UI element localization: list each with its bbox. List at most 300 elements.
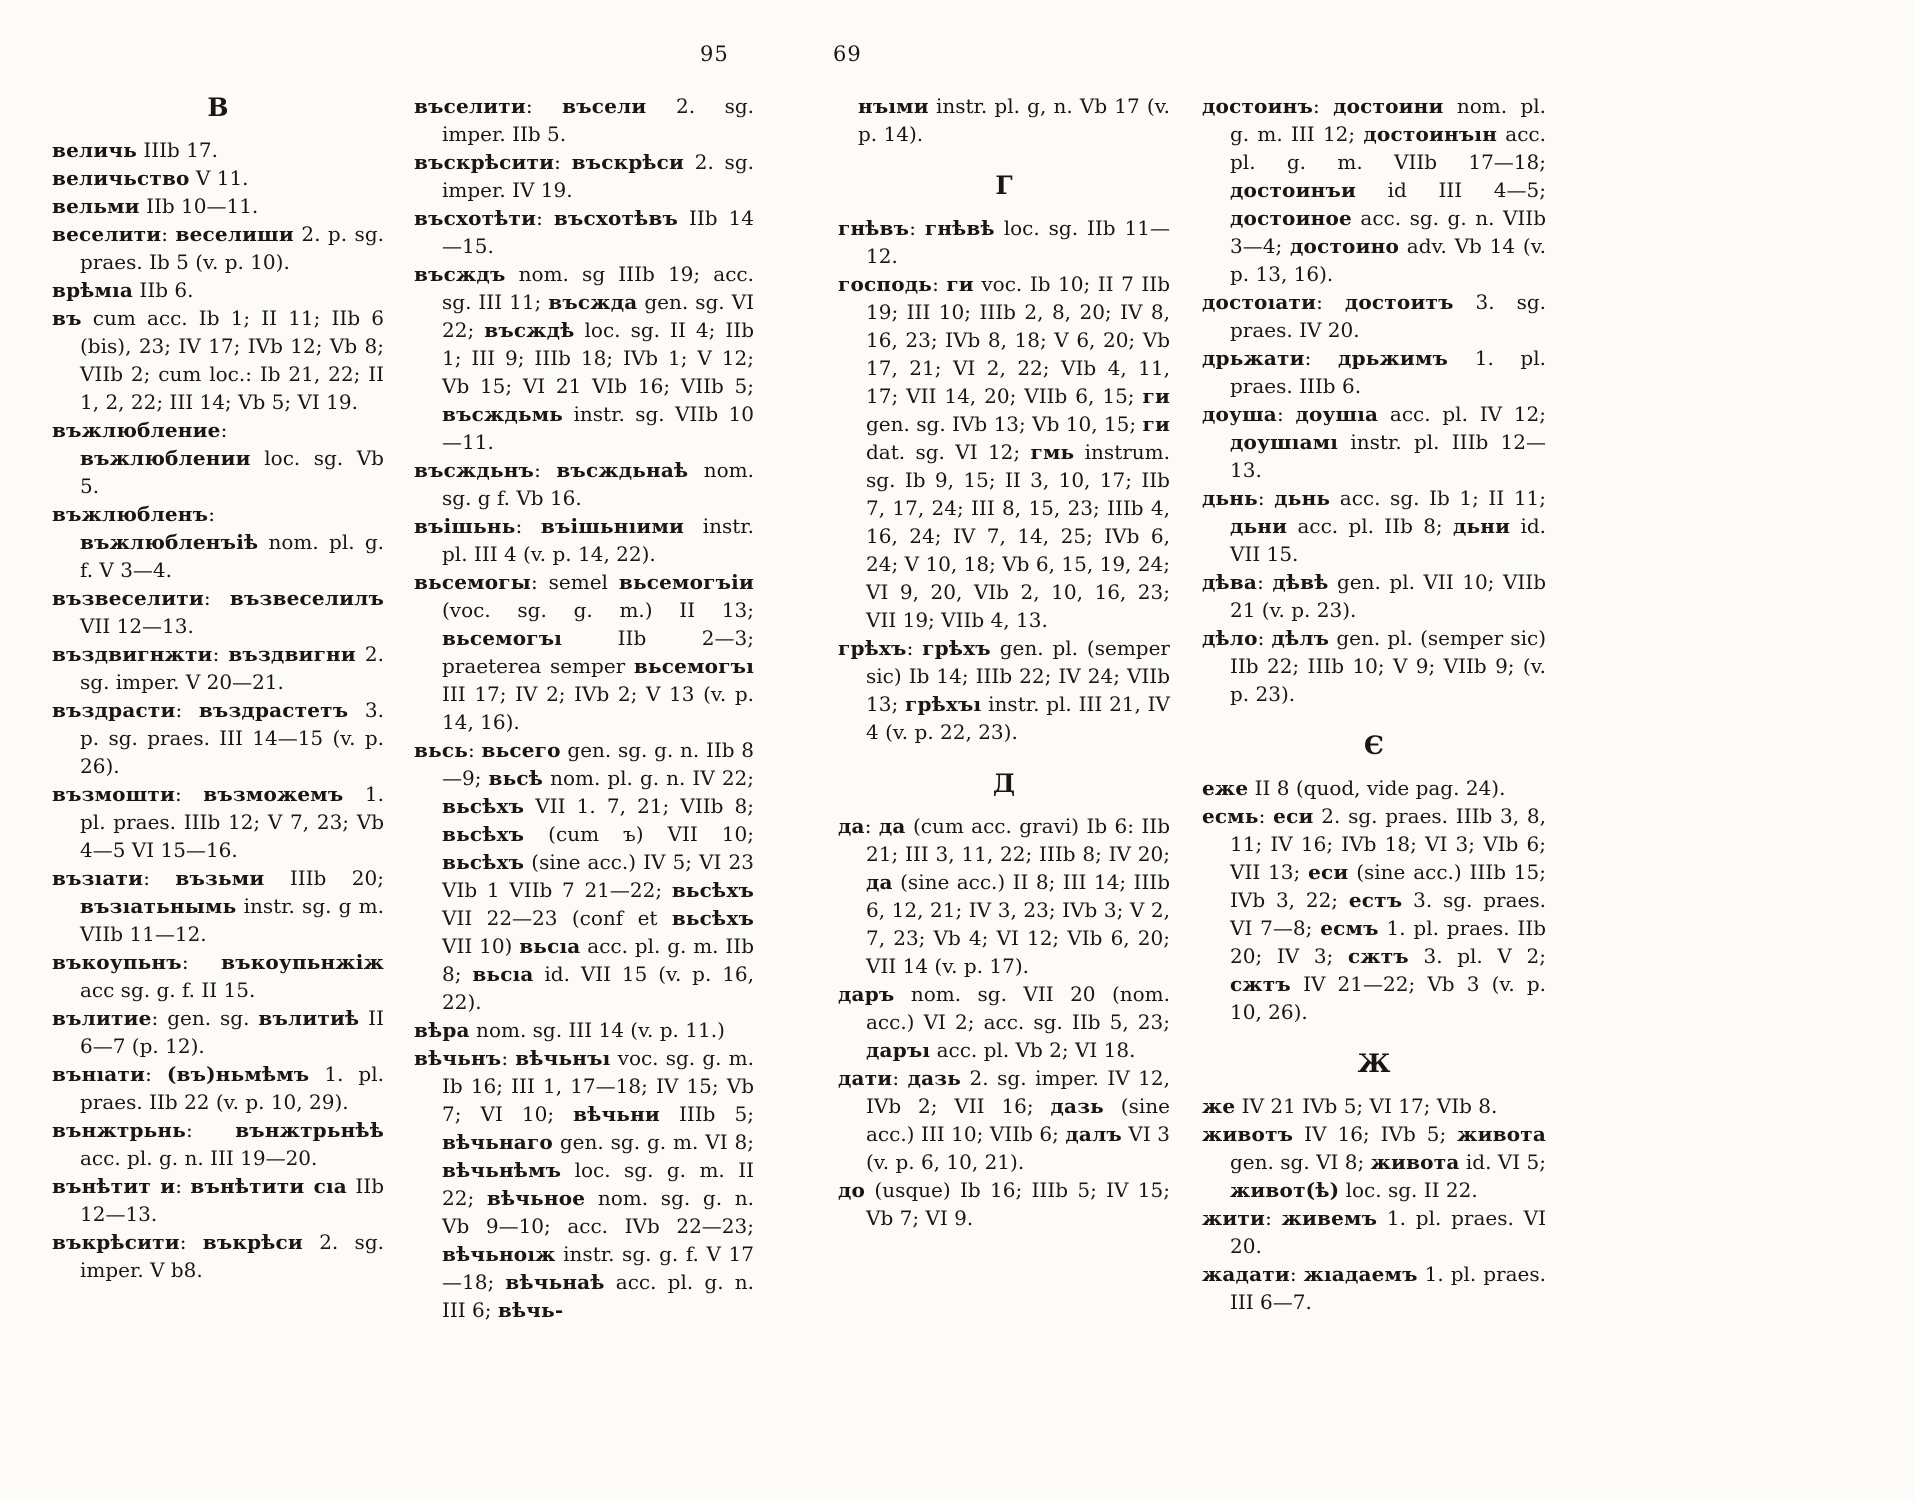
dictionary-entry xyxy=(52,640,384,696)
headword: дьнь xyxy=(1202,486,1258,510)
slavonic-form: достоино xyxy=(1290,234,1399,258)
grammar-and-refs: : xyxy=(1313,94,1334,118)
grammar-and-refs: (sine acc.) IIIb 15; IVb 3, 22; xyxy=(1230,860,1546,912)
grammar-and-refs: gen. sg. IVb 13; Vb 10, 15; xyxy=(866,412,1143,436)
headword: да xyxy=(838,814,865,838)
headword: въкрѣсити xyxy=(52,1230,180,1254)
dictionary-entry xyxy=(414,568,754,736)
grammar-and-refs: : xyxy=(179,1230,203,1254)
grammar-and-refs: VII 22—23 (conf et xyxy=(442,906,672,930)
grammar-and-refs: : xyxy=(864,814,879,838)
dictionary-entry xyxy=(52,136,384,164)
grammar-and-refs: VI 3 (v. p. 6, 10, 21). xyxy=(866,1122,1170,1174)
slavonic-form: възвеселилъ xyxy=(229,586,384,610)
dictionary-entry xyxy=(52,500,384,584)
slavonic-form: вѣчь- xyxy=(497,1298,564,1322)
grammar-and-refs: IIIb 5; xyxy=(659,1102,754,1126)
dictionary-entry xyxy=(52,864,384,948)
slavonic-form: далъ xyxy=(1065,1122,1122,1146)
slavonic-form: сжтъ xyxy=(1347,944,1409,968)
headword: въсхотѣти xyxy=(414,206,537,230)
slavonic-form: ги xyxy=(1142,384,1170,408)
grammar-and-refs: gen. pl. VII 10; VIIb 21 (v. p. 23). xyxy=(1230,570,1546,622)
grammar-and-refs: gen. sg. g. n. IIb 8—9; xyxy=(442,738,754,790)
dictionary-entry xyxy=(1202,400,1546,484)
headword: въздрасти xyxy=(52,698,176,722)
grammar-and-refs: acc. pl. g. n. III 6; xyxy=(442,1270,754,1322)
grammar-and-refs: 2. sg. praes. IIIb 3, 8, 11; IV 16; IVb 18; VI 3; VIb 6; VII 13; xyxy=(1230,804,1546,884)
slavonic-form: гмь xyxy=(1030,440,1075,464)
grammar-and-refs: nom. sg. g. n. Vb 9—10; acc. IVb 22—23; xyxy=(442,1186,755,1238)
headword: вънѣтит и xyxy=(52,1174,176,1198)
headword: господь xyxy=(838,272,933,296)
slavonic-form: вьсѣхъ xyxy=(671,906,754,930)
grammar-and-refs: gen. sg. VI 8; xyxy=(1230,1150,1371,1174)
dictionary-entry xyxy=(1202,288,1546,344)
grammar-and-refs: : xyxy=(1316,290,1345,314)
grammar-and-refs: nom. pl. g. f. V 3—4. xyxy=(80,530,384,582)
dictionary-entry xyxy=(1202,624,1546,708)
grammar-and-refs: : xyxy=(220,418,228,442)
grammar-and-refs: 1. pl. praes. VI 20. xyxy=(1230,1206,1546,1258)
dictionary-entry xyxy=(52,220,384,276)
grammar-and-refs: : xyxy=(186,1118,236,1142)
headword: величьство xyxy=(52,166,190,190)
slavonic-form: доушıа xyxy=(1295,402,1379,426)
grammar-and-refs: : xyxy=(909,216,925,240)
grammar-and-refs: IV 16; IVb 5; xyxy=(1293,1122,1458,1146)
dictionary-entry xyxy=(414,512,754,568)
slavonic-form: въздвигни xyxy=(228,642,356,666)
grammar-and-refs: acc. pl. g. m. VIIb 17—18; xyxy=(1230,122,1546,174)
grammar-and-refs: loc. sg. II 22. xyxy=(1339,1178,1478,1202)
slavonic-form: достоинъıн xyxy=(1363,122,1498,146)
grammar-and-refs: IIIb 20; xyxy=(264,866,384,890)
slavonic-form: нъıми xyxy=(858,94,929,118)
slavonic-form: достоини xyxy=(1333,94,1444,118)
grammar-and-refs: dat. sg. VI 12; xyxy=(866,440,1031,464)
slavonic-form: достоинъи xyxy=(1230,178,1357,202)
slavonic-form: вьсего xyxy=(481,738,561,762)
grammar-and-refs: : xyxy=(181,950,222,974)
slavonic-form: вьсѣхъ xyxy=(442,850,525,874)
slavonic-form: вьсѣ xyxy=(488,766,544,790)
slavonic-form: достоитъ xyxy=(1344,290,1454,314)
slavonic-form: въсжда xyxy=(548,290,638,314)
grammar-and-refs: acc. pl. IV 12; xyxy=(1378,402,1546,426)
slavonic-form: вьсемогъіи xyxy=(618,570,754,594)
headword: жадати xyxy=(1202,1262,1290,1286)
grammar-and-refs: II 8 (quod, vide pag. 24). xyxy=(1248,776,1506,800)
slavonic-form: достоиное xyxy=(1230,206,1352,230)
dictionary-entry xyxy=(52,1004,384,1060)
slavonic-form: възможемъ xyxy=(203,782,344,806)
slavonic-form: вънжтрьнѣѣ xyxy=(235,1118,384,1142)
grammar-and-refs: IIIb 17. xyxy=(136,138,219,162)
headword: въздвигнжти xyxy=(52,642,213,666)
dictionary-column xyxy=(1202,92,1546,1316)
grammar-and-refs: IIb 6. xyxy=(133,278,194,302)
slavonic-form: въсждѣ xyxy=(484,318,575,342)
slavonic-form: въсждьнаѣ xyxy=(556,458,689,482)
grammar-and-refs: : xyxy=(906,636,923,660)
slavonic-form: вълитиѣ xyxy=(258,1006,360,1030)
dictionary-entry xyxy=(1202,1204,1546,1260)
grammar-and-refs: acc. sg. g. n. VIIb 3—4; xyxy=(1230,206,1546,258)
dictionary-entry xyxy=(52,1172,384,1228)
grammar-and-refs: : xyxy=(143,866,176,890)
slavonic-form: вьсемогъı xyxy=(633,654,754,678)
grammar-and-refs: gen. pl. (semper sic) Ib 14; IIIb 22; IV 24; VIIb 13; xyxy=(866,636,1170,716)
page-left xyxy=(52,92,754,1324)
headword: въселити xyxy=(414,94,526,118)
grammar-and-refs: IIb 14—15. xyxy=(442,206,754,258)
grammar-and-refs: (sine acc.) II 8; III 14; IIIb 6, 12, 21; IV 3, 23; IVb 3; V 2, 7, 23; Vb 4; VI 12; VIb 6, 20; VII 14 (v. p. 17). xyxy=(866,870,1170,978)
headword: въ xyxy=(52,306,82,330)
dictionary-entry xyxy=(1202,802,1546,1026)
headword: вьсь xyxy=(414,738,469,762)
grammar-and-refs: 2. sg. imper. V b8. xyxy=(80,1230,384,1282)
slavonic-form: гнѣвѣ xyxy=(924,216,995,240)
grammar-and-refs: acc. sg. Ib 1; II 11; xyxy=(1330,486,1546,510)
slavonic-form: вьсѣхъ xyxy=(671,878,754,902)
dictionary-entry xyxy=(52,780,384,864)
grammar-and-refs: 1. pl. praes. IIb 22 (v. p. 10, 29). xyxy=(80,1062,384,1114)
grammar-and-refs: 2. p. sg. praes. Ib 5 (v. p. 10). xyxy=(80,222,384,274)
page-number-right: 69 xyxy=(833,42,862,66)
slavonic-form: въішьнıими xyxy=(540,514,685,538)
headword: дати xyxy=(838,1066,893,1090)
grammar-and-refs: acc. pl. g. m. IIb 8; xyxy=(442,934,754,986)
dictionary-entry xyxy=(1202,1260,1546,1316)
grammar-and-refs: (sine acc.) IV 5; VI 23 VIb 1 VIIb 7 21—22; xyxy=(442,850,754,902)
section-letter-header: Ж xyxy=(1357,1049,1391,1078)
slavonic-form: вѣчьни xyxy=(573,1102,660,1126)
grammar-and-refs: 1. pl. praes. IIb 20; IV 3; xyxy=(1230,916,1546,968)
slavonic-form: живот(ѣ) xyxy=(1230,1178,1340,1202)
grammar-and-refs: nom. sg. VII 20 (nom. acc.) VI 2; acc. sg. IIb 5, 23; xyxy=(866,982,1170,1034)
headword: величь xyxy=(52,138,137,162)
grammar-and-refs: : semel xyxy=(531,570,619,594)
dictionary-entry xyxy=(838,980,1170,1064)
headword: въішьнь xyxy=(414,514,516,538)
grammar-and-refs: : xyxy=(932,272,947,296)
slavonic-form: въжлюбленъіѣ xyxy=(80,530,259,554)
dictionary-entry xyxy=(1202,568,1546,624)
dictionary-entry xyxy=(1202,92,1546,288)
dictionary-entry xyxy=(414,92,754,148)
grammar-and-refs: 1. pl. praes. III 6—7. xyxy=(1230,1262,1546,1314)
grammar-and-refs: id. VI 5; xyxy=(1459,1150,1547,1174)
dictionary-entry xyxy=(52,304,384,416)
headword: въсждъ xyxy=(414,262,506,286)
grammar-and-refs: instr. sg. VIIb 10—11. xyxy=(442,402,754,454)
grammar-and-refs: : xyxy=(203,586,230,610)
dictionary-entry xyxy=(52,1060,384,1116)
dictionary-entry xyxy=(838,214,1170,270)
dictionary-entry xyxy=(1202,344,1546,400)
grammar-and-refs: : xyxy=(1257,626,1272,650)
slavonic-form: естъ xyxy=(1348,888,1403,912)
headword: възıати xyxy=(52,866,144,890)
dictionary-entry xyxy=(1202,484,1546,568)
grammar-and-refs: instr. pl. g, n. Vb 17 (v. p. 14). xyxy=(858,94,1170,146)
slavonic-form: въсели xyxy=(562,94,647,118)
slavonic-form: дьни xyxy=(1452,514,1511,538)
slavonic-form: да xyxy=(866,870,893,894)
dictionary-column xyxy=(52,92,384,1284)
grammar-and-refs: instrum. sg. Ib 9, 15; II 3, 10, 17; IIb 7, 17, 24; III 8, 15, 23; IIIb 4, 16, 24; IV 7, 14, 25; IVb 6, 24; V 10, 18; Vb 6, 15, 19, 24; VI 9, 20, VIb 2, 10, 16, 23; VII 19; VIIb 4, 13. xyxy=(866,440,1170,632)
headword: доуша xyxy=(1202,402,1277,426)
grammar-and-refs: nom. sg IIIb 19; acc. sg. III 11; xyxy=(442,262,754,314)
headword: еже xyxy=(1202,776,1249,800)
slavonic-form: даръı xyxy=(866,1038,931,1062)
dictionary-entry xyxy=(52,1116,384,1172)
grammar-and-refs: : xyxy=(1304,346,1339,370)
grammar-and-refs: instr. pl. III 4 (v. p. 14, 22). xyxy=(442,514,754,566)
headword: дѣва xyxy=(1202,570,1258,594)
slavonic-form: доушıамı xyxy=(1230,430,1339,454)
grammar-and-refs: IV 21—22; Vb 3 (v. p. 10, 26). xyxy=(1230,972,1546,1024)
dictionary-entry xyxy=(1202,1092,1546,1120)
headword: въкоупьнъ xyxy=(52,950,182,974)
headword: достоıати xyxy=(1202,290,1317,314)
slavonic-form: въздрастетъ xyxy=(198,698,349,722)
headword: вънжтрьнь xyxy=(52,1118,187,1142)
grammar-and-refs: VII 12—13. xyxy=(80,614,194,638)
dictionary-entry xyxy=(414,148,754,204)
grammar-and-refs: 3. sg. praes. VI 7—8; xyxy=(1230,888,1546,940)
grammar-and-refs: IIb 12—13. xyxy=(80,1174,384,1226)
slavonic-form: живота xyxy=(1457,1122,1546,1146)
headword: въскрѣсити xyxy=(414,150,555,174)
grammar-and-refs: V 11. xyxy=(189,166,249,190)
grammar-and-refs: instr. sg. g. f. V 17—18; xyxy=(442,1242,754,1294)
slavonic-form: грѣхъ xyxy=(922,636,991,660)
headword: вѣчьнъ xyxy=(414,1046,502,1070)
dictionary-entry xyxy=(414,456,754,512)
grammar-and-refs: : xyxy=(1257,486,1275,510)
grammar-and-refs: instr. pl. III 21, IV 4 (v. p. 22, 23). xyxy=(866,692,1171,744)
slavonic-form: въжлюблении xyxy=(80,446,251,470)
dictionary-entry xyxy=(1202,774,1546,802)
grammar-and-refs: instr. sg. g m. VIIb 11—12. xyxy=(80,894,384,946)
grammar-and-refs: : xyxy=(515,514,541,538)
slavonic-form: дѣлъ xyxy=(1271,626,1330,650)
headword: възмошти xyxy=(52,782,176,806)
slavonic-form: грѣхъı xyxy=(904,692,982,716)
slavonic-form: вьсемогъı xyxy=(442,626,563,650)
grammar-and-refs: 1. pl. praes. IIIb 6. xyxy=(1230,346,1546,398)
grammar-and-refs: : xyxy=(554,150,572,174)
section-letter-header: Г xyxy=(995,171,1013,200)
grammar-and-refs: adv. Vb 14 (v. p. 13, 16). xyxy=(1230,234,1546,286)
grammar-and-refs: loc. sg. Vb 5. xyxy=(80,446,384,498)
headword: даръ xyxy=(838,982,895,1006)
grammar-and-refs: id. VII 15. xyxy=(1230,514,1547,566)
grammar-and-refs: 2. sg. imper. IV 19. xyxy=(442,150,754,202)
dictionary-entry xyxy=(52,696,384,780)
page-number-left: 95 xyxy=(700,42,729,66)
grammar-and-refs: IV 21 IVb 5; VI 17; VIb 8. xyxy=(1235,1094,1498,1118)
slavonic-form: вьсѣхъ xyxy=(442,822,525,846)
dictionary-entry xyxy=(52,948,384,1004)
headword: вънıати xyxy=(52,1062,146,1086)
grammar-and-refs: nom. sg. g f. Vb 16. xyxy=(442,458,754,510)
grammar-and-refs: gen. sg. VI 22; xyxy=(442,290,754,342)
grammar-and-refs: III 17; IV 2; IVb 2; V 13 (v. p. 14, 16). xyxy=(442,682,754,734)
slavonic-form: дѣвѣ xyxy=(1272,570,1329,594)
grammar-and-refs: nom. pl. g. m. III 12; xyxy=(1230,94,1546,146)
slavonic-form: възьми xyxy=(175,866,265,890)
slavonic-form: дьнь xyxy=(1274,486,1331,510)
dictionary-entry xyxy=(838,270,1170,634)
headword: въсждьнъ xyxy=(414,458,535,482)
slavonic-form: еси xyxy=(1273,804,1314,828)
slavonic-form: вьсѣхъ xyxy=(442,794,525,818)
dictionary-entry xyxy=(52,1228,384,1284)
grammar-and-refs: : xyxy=(534,458,557,482)
grammar-and-refs: (usque) Ib 16; IIIb 5; IV 15; Vb 7; VI 9. xyxy=(865,1178,1170,1230)
grammar-and-refs: : xyxy=(1257,570,1273,594)
dictionary-entry xyxy=(838,1064,1170,1176)
slavonic-form: жıадаемъ xyxy=(1303,1262,1418,1286)
slavonic-form: ги xyxy=(1142,412,1170,436)
headword: възвеселити xyxy=(52,586,204,610)
grammar-and-refs: : xyxy=(525,94,563,118)
grammar-and-refs: : xyxy=(175,1174,191,1198)
slavonic-form: (въ)ньмѣмъ xyxy=(166,1062,310,1086)
slavonic-form: въсждьмь xyxy=(442,402,564,426)
slavonic-form: вѣчьное xyxy=(486,1186,586,1210)
slavonic-form: ги xyxy=(946,272,974,296)
grammar-and-refs: IIb 2—3; praeterea semper xyxy=(442,626,754,678)
grammar-and-refs: (sine acc.) III 10; VIIb 6; xyxy=(866,1094,1170,1146)
grammar-and-refs: loc. sg. II 4; IIb 1; III 9; IIIb 18; IVb 1; V 12; Vb 15; VI 21 VIb 16; VIIb 5; xyxy=(442,318,755,398)
grammar-and-refs: acc sg. g. f. II 15. xyxy=(80,978,256,1002)
dictionary-entry xyxy=(838,1176,1170,1232)
grammar-and-refs: 3. sg. praes. IV 20. xyxy=(1230,290,1546,342)
grammar-and-refs: IIb 10—11. xyxy=(139,194,259,218)
slavonic-form: дазь xyxy=(1050,1094,1104,1118)
slavonic-form: дрьжимъ xyxy=(1338,346,1449,370)
headword: веселити xyxy=(52,222,162,246)
grammar-and-refs: 1. pl. praes. IIIb 12; V 7, 23; Vb 4—5 VI 15—16. xyxy=(80,782,384,862)
slavonic-form: есмъ xyxy=(1320,916,1379,940)
slavonic-form: вѣчьнѣмъ xyxy=(442,1158,562,1182)
grammar-and-refs: : xyxy=(1265,1206,1282,1230)
dictionary-column xyxy=(838,92,1170,1232)
grammar-and-refs: : xyxy=(145,1062,167,1086)
grammar-and-refs: : gen. sg. xyxy=(151,1006,259,1030)
grammar-and-refs: : xyxy=(175,698,199,722)
slavonic-form: да xyxy=(878,814,906,838)
grammar-and-refs: : xyxy=(208,502,215,526)
grammar-and-refs: 3. p. sg. praes. III 14—15 (v. p. 26). xyxy=(80,698,384,778)
headword: жити xyxy=(1202,1206,1266,1230)
slavonic-form: сжтъ xyxy=(1230,972,1291,996)
grammar-and-refs: : xyxy=(175,782,204,806)
grammar-and-refs: nom. sg. III 14 (v. p. 11.) xyxy=(469,1018,725,1042)
grammar-and-refs: cum acc. Ib 1; II 11; IIb 6 (bis), 23; IV 17; IVb 12; Vb 8; VIIb 2; cum loc.: Ib 21, 22; II 1, 2, 22; III 14; Vb 5; VI 19. xyxy=(80,306,384,414)
slavonic-form: вьсıа xyxy=(519,934,581,958)
headword: до xyxy=(838,1178,866,1202)
grammar-and-refs: loc. sg. g. m. II 22; xyxy=(442,1158,754,1210)
slavonic-form: еси xyxy=(1308,860,1349,884)
dictionary-entry xyxy=(414,1016,754,1044)
grammar-and-refs: 2. sg. imper. V 20—21. xyxy=(80,642,384,694)
dictionary-entry xyxy=(52,276,384,304)
slavonic-form: живота xyxy=(1370,1150,1460,1174)
slavonic-form: вънѣтити сıа xyxy=(190,1174,347,1198)
grammar-and-refs: gen. sg. g. m. VI 8; xyxy=(552,1130,754,1154)
headword: врѣмıа xyxy=(52,278,134,302)
slavonic-form: вѣчьнъı xyxy=(515,1046,611,1070)
slavonic-form: вьсıа xyxy=(472,962,534,986)
dictionary-entry xyxy=(414,1044,754,1324)
headword: вьсемогы xyxy=(414,570,531,594)
grammar-and-refs: 2. sg. imper. IV 12, IVb 2; VII 16; xyxy=(866,1066,1170,1118)
grammar-and-refs: : xyxy=(1289,1262,1304,1286)
grammar-and-refs: acc. pl. IIb 8; xyxy=(1287,514,1453,538)
slavonic-form: дьни xyxy=(1230,514,1288,538)
headword: вѣра xyxy=(414,1018,470,1042)
slavonic-form: вѣчьнаѣ xyxy=(505,1270,605,1294)
dictionary-entry xyxy=(1202,1120,1546,1204)
grammar-and-refs: (voc. sg. g. m.) II 13; xyxy=(442,598,754,622)
dictionary-entry xyxy=(838,812,1170,980)
slavonic-form: въкоупьнжіж xyxy=(221,950,384,974)
grammar-and-refs: : xyxy=(468,738,482,762)
grammar-and-refs: VII 1. 7, 21; VIIb 8; xyxy=(524,794,754,818)
slavonic-form: вѣчьноıж xyxy=(442,1242,556,1266)
grammar-and-refs: voc. Ib 10; II 7 IIb 19; III 10; IIIb 2, 8, 20; IV 8, 16, 23; IVb 8, 18; V 6, 20; Vb 17, 21; VI 2, 22; VIb 4, 11, 17; VII 14, 20; VIIb 6, 15; xyxy=(866,272,1170,408)
grammar-and-refs: acc. pl. Vb 2; VI 18. xyxy=(930,1038,1136,1062)
grammar-and-refs: acc. pl. g. n. III 19—20. xyxy=(80,1146,318,1170)
grammar-and-refs: II 6—7 (p. 12). xyxy=(80,1006,384,1058)
section-letter-header: В xyxy=(207,93,229,122)
grammar-and-refs: : xyxy=(1276,402,1296,426)
page-right xyxy=(838,92,1554,1316)
slavonic-form: веселиши xyxy=(175,222,294,246)
slavonic-form: дазь xyxy=(907,1066,962,1090)
grammar-and-refs: (cum ъ) VII 10; xyxy=(524,822,754,846)
section-letter-header: Є xyxy=(1364,731,1384,760)
grammar-and-refs: 2. sg. imper. IIb 5. xyxy=(442,94,754,146)
slavonic-form: въкрѣси xyxy=(202,1230,303,1254)
grammar-and-refs: : xyxy=(501,1046,516,1070)
dictionary-entry xyxy=(414,260,754,456)
headword: есмь xyxy=(1202,804,1259,828)
slavonic-form: вѣчьнаго xyxy=(442,1130,553,1154)
grammar-and-refs: (cum acc. gravi) Ib 6: IIb 21; III 3, 11, 22; IIIb 8; IV 20; xyxy=(866,814,1170,866)
grammar-and-refs: VII 10) xyxy=(442,934,520,958)
dictionary-entry xyxy=(52,584,384,640)
headword: дрьжати xyxy=(1202,346,1305,370)
slavonic-form: възıатьнымь xyxy=(80,894,237,918)
dictionary-entry xyxy=(414,736,754,1016)
dictionary-entry xyxy=(52,416,384,500)
dictionary-column xyxy=(414,92,754,1324)
grammar-and-refs: gen. pl. (semper sic) IIb 22; IIIb 10; V 9; VIIb 9; (v. p. 23). xyxy=(1230,626,1546,706)
slavonic-form: живемъ xyxy=(1281,1206,1378,1230)
headword: же xyxy=(1202,1094,1236,1118)
headword: достоинъ xyxy=(1202,94,1313,118)
dictionary-entry xyxy=(414,204,754,260)
dictionary-entry xyxy=(838,634,1170,746)
grammar-and-refs: : xyxy=(892,1066,908,1090)
dictionary-entry xyxy=(52,192,384,220)
